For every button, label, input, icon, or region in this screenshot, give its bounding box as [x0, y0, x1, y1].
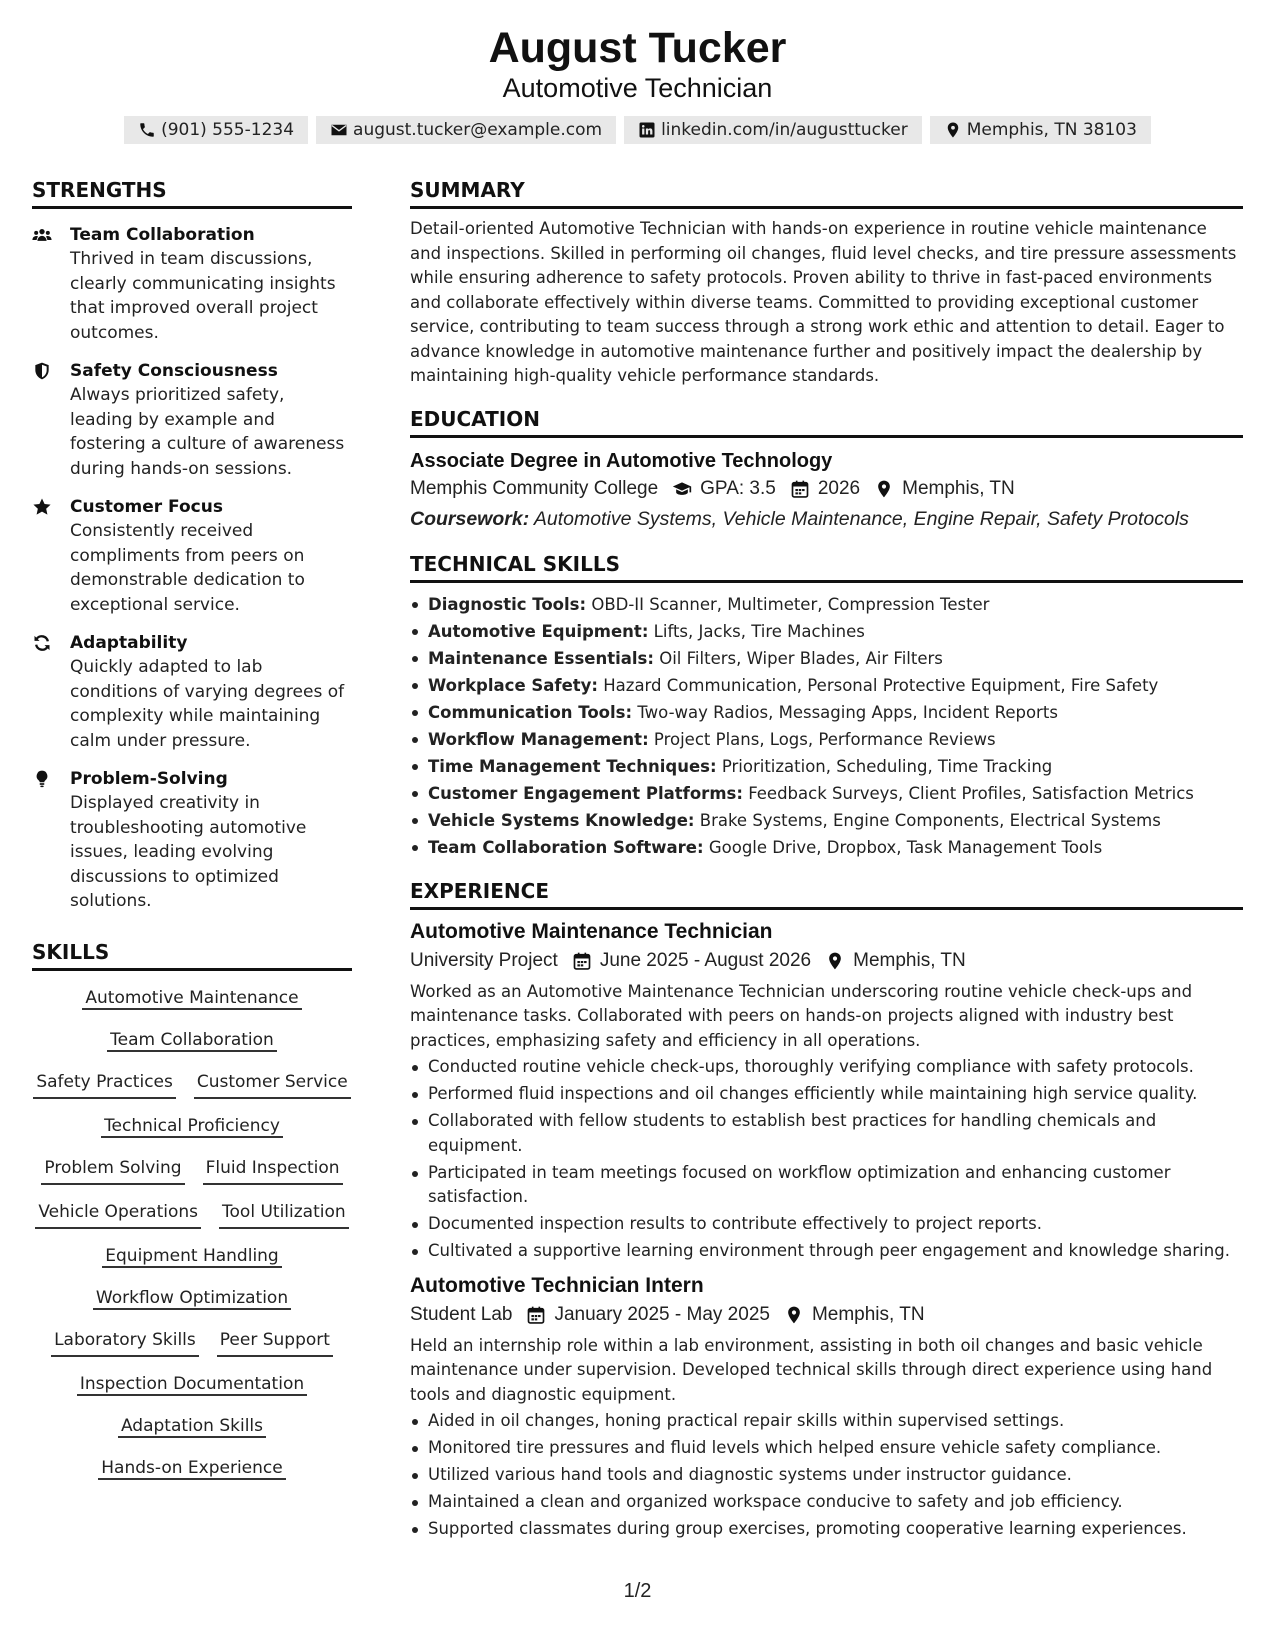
- map-pin-icon: [874, 479, 894, 499]
- summary-section: [410, 178, 1243, 389]
- strength-title: Adaptability: [70, 633, 188, 653]
- job-title: Automotive Maintenance Technician: [410, 919, 773, 943]
- contact-location: [930, 116, 1151, 144]
- skill-tag: Customer Service: [194, 1067, 351, 1099]
- list-item: [410, 753, 1243, 780]
- list-item: [410, 726, 1243, 753]
- skill-label: Workflow Management:: [428, 729, 649, 749]
- skill-tags: [32, 983, 352, 1483]
- contact-linkedin[interactable]: [624, 116, 922, 144]
- skill-label: Time Management Techniques:: [428, 756, 717, 776]
- job-org: Student Lab: [410, 1303, 513, 1325]
- candidate-title: Automotive Technician: [502, 73, 773, 103]
- strength-desc: Quickly adapted to lab conditions of varying degrees of complexity while maintaining calm under pressure.: [70, 657, 345, 751]
- list-item: Participated in team meetings focused on workflow optimization and enhancing customer satisfaction.: [410, 1161, 1243, 1210]
- skill-label: Automotive Equipment:: [428, 621, 649, 641]
- job-meta: [410, 946, 1243, 976]
- experience-heading: EXPERIENCE: [410, 879, 1243, 910]
- candidate-name: August Tucker: [488, 24, 787, 72]
- job-location: Memphis, TN: [811, 1303, 925, 1325]
- technical-skills-section: [410, 552, 1243, 861]
- summary-heading: SUMMARY: [410, 178, 1243, 209]
- skill-label: Communication Tools:: [428, 702, 633, 722]
- job-entry: [410, 1272, 1243, 1542]
- list-item: [410, 672, 1243, 699]
- resume-header: [0, 22, 1275, 144]
- technical-skills-list: [410, 591, 1243, 861]
- list-item: Supported classmates during group exercises, promoting cooperative learning experiences.: [410, 1517, 1243, 1542]
- list-item: Aided in oil changes, honing practical repair skills within supervised settings.: [410, 1409, 1243, 1434]
- map-pin-icon: [944, 121, 962, 139]
- calendar-icon: [790, 479, 810, 499]
- list-item: Monitored tire pressures and fluid levels which helped ensure vehicle safety compliance.: [410, 1436, 1243, 1461]
- school-name: Memphis Community College: [410, 477, 659, 499]
- skill-tag: Vehicle Operations: [35, 1197, 201, 1229]
- skill-tag: Equipment Handling: [102, 1246, 281, 1268]
- linkedin-text: linkedin.com/in/augusttucker: [661, 120, 908, 140]
- list-item: Utilized various hand tools and diagnostic systems under instructor guidance.: [410, 1463, 1243, 1488]
- strength-desc: Always prioritized safety, leading by example and fostering a culture of awareness during hands-on sessions.: [70, 385, 345, 479]
- strength-title: Safety Consciousness: [70, 361, 278, 381]
- skill-value: Prioritization, Scheduling, Time Tracking: [721, 756, 1053, 776]
- list-item: [410, 834, 1243, 861]
- star-icon: [32, 497, 52, 517]
- skill-tag: Hands-on Experience: [98, 1458, 285, 1480]
- contact-bar: [0, 116, 1275, 144]
- list-item: [410, 780, 1243, 807]
- right-column: [410, 178, 1243, 1544]
- job-bullets: [410, 1409, 1243, 1542]
- calendar-icon: [572, 951, 592, 971]
- strength-title: Customer Focus: [70, 497, 223, 517]
- calendar-icon: [526, 1305, 546, 1325]
- strength-item: [32, 631, 352, 753]
- gpa-text: GPA: 3.5: [700, 477, 776, 499]
- list-item: Collaborated with fellow students to establish best practices for handling chemicals and equipment.: [410, 1109, 1243, 1158]
- strength-desc: Consistently received compliments from peers on demonstrable dedication to exceptional service.: [70, 521, 305, 615]
- skill-tag: Tool Utilization: [219, 1197, 349, 1229]
- skill-label: Workplace Safety:: [428, 675, 599, 695]
- skill-value: Two-way Radios, Messaging Apps, Incident Reports: [637, 702, 1058, 722]
- map-pin-icon: [825, 951, 845, 971]
- skill-value: Brake Systems, Engine Components, Electrical Systems: [699, 810, 1161, 830]
- skill-value: Feedback Surveys, Client Profiles, Satisfaction Metrics: [748, 783, 1194, 803]
- skill-tag: Workflow Optimization: [93, 1288, 291, 1310]
- skill-tag: Inspection Documentation: [77, 1374, 307, 1396]
- education-location: Memphis, TN: [902, 477, 1015, 499]
- skill-label: Diagnostic Tools:: [428, 594, 587, 614]
- lightbulb-icon: [32, 769, 52, 789]
- strength-item: [32, 223, 352, 345]
- skill-tag: Fluid Inspection: [203, 1153, 343, 1185]
- skill-tag: Safety Practices: [33, 1067, 176, 1099]
- skill-tag: Laboratory Skills: [51, 1325, 199, 1357]
- skill-tag: Adaptation Skills: [118, 1416, 266, 1438]
- users-icon: [32, 225, 52, 245]
- map-pin-icon: [784, 1305, 804, 1325]
- skill-value: Lifts, Jacks, Tire Machines: [653, 621, 865, 641]
- list-item: Performed fluid inspections and oil changes efficiently while maintaining high service quality.: [410, 1082, 1243, 1107]
- degree-title: Associate Degree in Automotive Technology: [410, 449, 833, 472]
- job-org: University Project: [410, 949, 558, 971]
- list-item: Documented inspection results to contribute effectively to project reports.: [410, 1212, 1243, 1237]
- strength-title: Problem-Solving: [70, 769, 228, 789]
- page-number: 1/2: [623, 1580, 652, 1602]
- technical-skills-heading: TECHNICAL SKILLS: [410, 552, 1243, 583]
- skill-tag: Automotive Maintenance: [82, 988, 301, 1010]
- skill-label: Customer Engagement Platforms:: [428, 783, 743, 803]
- education-section: [410, 407, 1243, 534]
- strength-title: Team Collaboration: [70, 225, 255, 245]
- list-item: Maintained a clean and organized workspace conducive to safety and job efficiency.: [410, 1490, 1243, 1515]
- job-dates: January 2025 - May 2025: [554, 1303, 770, 1325]
- strength-item: [32, 767, 352, 914]
- skill-tag: Peer Support: [217, 1325, 333, 1357]
- education-meta: [410, 474, 1243, 504]
- list-item: Cultivated a supportive learning environment through peer engagement and knowledge sharing.: [410, 1239, 1243, 1264]
- strength-item: [32, 359, 352, 481]
- job-title: Automotive Technician Intern: [410, 1273, 704, 1297]
- job-location: Memphis, TN: [853, 949, 966, 971]
- list-item: [410, 618, 1243, 645]
- list-item: [410, 807, 1243, 834]
- coursework: [410, 504, 1243, 534]
- skill-tag: Problem Solving: [41, 1153, 184, 1185]
- skill-label: Team Collaboration Software:: [428, 837, 704, 857]
- contact-phone[interactable]: [124, 116, 308, 144]
- list-item: [410, 591, 1243, 618]
- left-column: [32, 178, 352, 1483]
- list-item: [410, 699, 1243, 726]
- strength-item: [32, 495, 352, 617]
- job-entry: [410, 918, 1243, 1264]
- email-text: august.tucker@example.com: [353, 120, 603, 140]
- skill-value: Oil Filters, Wiper Blades, Air Filters: [659, 648, 943, 668]
- shield-icon: [32, 361, 52, 381]
- strengths-heading: STRENGTHS: [32, 178, 352, 209]
- skill-value: Hazard Communication, Personal Protective Equipment, Fire Safety: [603, 675, 1159, 695]
- phone-icon: [138, 121, 156, 139]
- job-description: Worked as an Automotive Maintenance Technician underscoring routine vehicle check-ups and maintenance tasks. Collaborated with peers on hands-on projects aligned with industry best practices, emphasizing safety and efficiency in all operations.: [410, 981, 1193, 1050]
- envelope-icon: [330, 121, 348, 139]
- phone-text: (901) 555-1234: [161, 120, 295, 140]
- skill-value: Google Drive, Dropbox, Task Management Tools: [708, 837, 1103, 857]
- strength-desc: Displayed creativity in troubleshooting automotive issues, leading evolving discussions to optimized solutions.: [70, 793, 307, 911]
- skills-heading: SKILLS: [32, 940, 352, 971]
- job-description: Held an internship role within a lab environment, assisting in both oil changes and basic vehicle maintenance under supervision. Developed technical skills through direct experience using hand tools and diagnostic equipment.: [410, 1335, 1213, 1404]
- skill-tag: Team Collaboration: [107, 1030, 277, 1052]
- coursework-label: Coursework:: [410, 507, 530, 530]
- job-dates: June 2025 - August 2026: [599, 949, 812, 971]
- job-meta: [410, 1300, 1243, 1330]
- education-heading: EDUCATION: [410, 407, 1243, 438]
- coursework-list: Automotive Systems, Vehicle Maintenance, Engine Repair, Safety Protocols: [533, 507, 1189, 530]
- skill-label: Maintenance Essentials:: [428, 648, 654, 668]
- location-text: Memphis, TN 38103: [966, 120, 1137, 140]
- sync-icon: [32, 633, 52, 653]
- graduation-cap-icon: [672, 479, 692, 499]
- linkedin-icon: [638, 121, 656, 139]
- skills-section: [32, 940, 352, 1483]
- skill-label: Vehicle Systems Knowledge:: [428, 810, 695, 830]
- contact-email[interactable]: [316, 116, 616, 144]
- summary-text: Detail-oriented Automotive Technician with hands-on experience in routine vehicle maintenance and inspections. Skilled in performing oil changes, fluid level checks, and tire pressure assessments while ensuring adherence to safety protocols. Proven ability to thrive in fast-paced environments and collaborate effectively within diverse teams. Committed to providing exceptional customer service, contributing to team success through a strong work ethic and attention to detail. Eager to advance knowledge in automotive maintenance further and positively impact the dealership by maintaining high-quality vehicle performance standards.: [410, 219, 1237, 385]
- graduation-year: 2026: [817, 477, 861, 499]
- list-item: [410, 645, 1243, 672]
- skill-value: Project Plans, Logs, Performance Reviews: [653, 729, 996, 749]
- experience-section: [410, 879, 1243, 1542]
- strength-desc: Thrived in team discussions, clearly communicating insights that improved overall project outcomes.: [70, 249, 336, 343]
- list-item: Conducted routine vehicle check-ups, thoroughly verifying compliance with safety protocols.: [410, 1055, 1243, 1080]
- skill-value: OBD-II Scanner, Multimeter, Compression Tester: [591, 594, 990, 614]
- job-bullets: [410, 1055, 1243, 1264]
- skill-tag: Technical Proficiency: [101, 1116, 283, 1138]
